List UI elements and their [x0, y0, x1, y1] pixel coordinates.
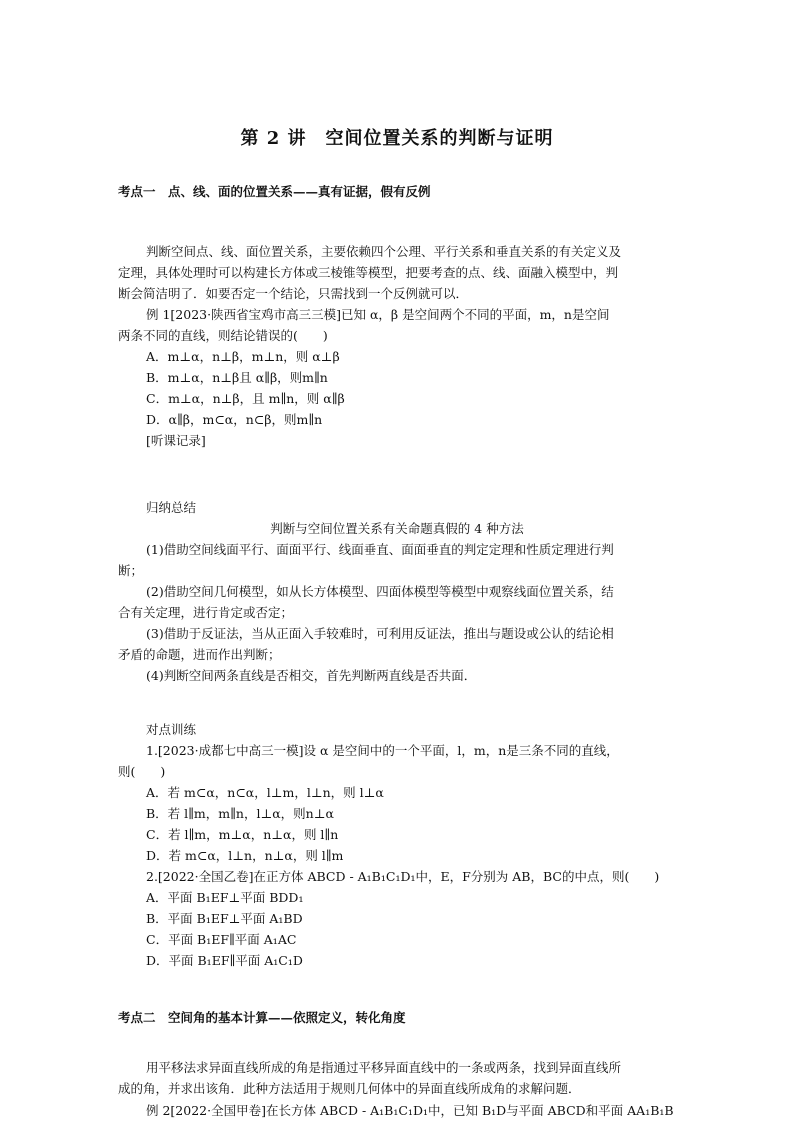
- q2-option-d: D．平面 B₁EF∥平面 A₁C₁D: [146, 953, 303, 968]
- lecture-notes-label: [听课记录]: [146, 433, 206, 448]
- q2-option-a: A．平面 B₁EF⊥平面 BDD₁: [146, 890, 304, 905]
- example1-option-c: C．m⊥α，n⊥β，且 m∥n，则 α∥β: [146, 391, 345, 406]
- q2-stem: 2.[2022·全国乙卷]在正方体 ABCD - A₁B₁C₁D₁中，E，F分别为 AB，BC的中点，则( ): [146, 869, 660, 884]
- example1-option-b: B．m⊥α，n⊥β且 α∥β，则m∥n: [146, 370, 328, 385]
- example1-stem-2: 两条不同的直线，则结论错误的( ): [118, 328, 328, 343]
- summary-line-1: (1)借助空间线面平行、面面平行、线面垂直、面面垂直的判定定理和性质定理进行判: [146, 542, 614, 557]
- summary-line-6: 矛盾的命题，进而作出判断；: [118, 647, 281, 662]
- section2-intro-2: 成的角，并求出该角．此种方法适用于规则几何体中的异面直线所成角的求解问题．: [118, 1081, 581, 1096]
- summary-title: 判断与空间位置关系有关命题真假的 4 种方法: [270, 521, 524, 536]
- summary-label: 归纳总结: [146, 500, 197, 515]
- example1-option-a: A．m⊥α，n⊥β，m⊥n，则 α⊥β: [146, 349, 340, 364]
- summary-line-3: (2)借助空间几何模型，如从长方体模型、四面体模型等模型中观察线面位置关系，结: [146, 584, 614, 599]
- page-title: 第 2 讲 空间位置关系的判断与证明: [240, 128, 554, 149]
- summary-line-5: (3)借助于反证法，当从正面入手较难时，可利用反证法，推出与题设或公认的结论相: [146, 626, 614, 641]
- section-heading-1: 考点一 点、线、面的位置关系——真有证据，假有反例: [118, 184, 431, 199]
- summary-line-4: 合有关定理，进行肯定或否定；: [118, 605, 294, 620]
- example2-stem: 例 2[2022·全国甲卷]在长方体 ABCD - A₁B₁C₁D₁中，已知 B₁D与平面 ABCD和平面 AA₁B₁B: [146, 1103, 674, 1118]
- summary-line-7: (4)判断空间两条直线是否相交，首先判断两直线是否共面．: [146, 668, 477, 683]
- example1-stem-1: 例 1[2023·陕西省宝鸡市高三三模]已知 α，β 是空间两个不同的平面，m，n是空间: [146, 307, 610, 322]
- section-heading-2: 考点二 空间角的基本计算——依照定义，转化角度: [118, 1010, 406, 1025]
- q2-option-b: B．平面 B₁EF⊥平面 A₁BD: [146, 911, 303, 926]
- q1-option-b: B．若 l∥m，m∥n，l⊥α，则n⊥α: [146, 806, 334, 821]
- example1-option-d: D．α∥β，m⊂α，n⊂β，则m∥n: [146, 412, 323, 427]
- q2-option-c: C．平面 B₁EF∥平面 A₁AC: [146, 932, 297, 947]
- intro-line-3: 断会简洁明了．如要否定一个结论，只需找到一个反例就可以．: [118, 286, 469, 301]
- q1-option-c: C．若 l∥m，m⊥α，n⊥α，则 l∥n: [146, 827, 339, 842]
- intro-line-1: 判断空间点、线、面位置关系，主要依赖四个公理、平行关系和垂直关系的有关定义及: [146, 244, 622, 259]
- q1-option-d: D．若 m⊂α，l⊥n，n⊥α，则 l∥m: [146, 848, 344, 863]
- intro-line-2: 定理，具体处理时可以构建长方体或三棱锥等模型，把要考查的点、线、面融入模型中，判: [118, 265, 619, 280]
- q1-stem-1: 1.[2023·成都七中高三一模]设 α 是空间中的一个平面，l，m，n是三条不同的直线，: [146, 743, 619, 758]
- q1-stem-2: 则( ): [118, 764, 166, 779]
- practice-label: 对点训练: [146, 722, 197, 737]
- section2-intro-1: 用平移法求异面直线所成的角是指通过平移异面直线中的一条或两条，找到异面直线所: [146, 1060, 622, 1075]
- q1-option-a: A．若 m⊂α，n⊂α，l⊥m，l⊥n，则 l⊥α: [146, 785, 384, 800]
- summary-line-2: 断；: [118, 563, 144, 578]
